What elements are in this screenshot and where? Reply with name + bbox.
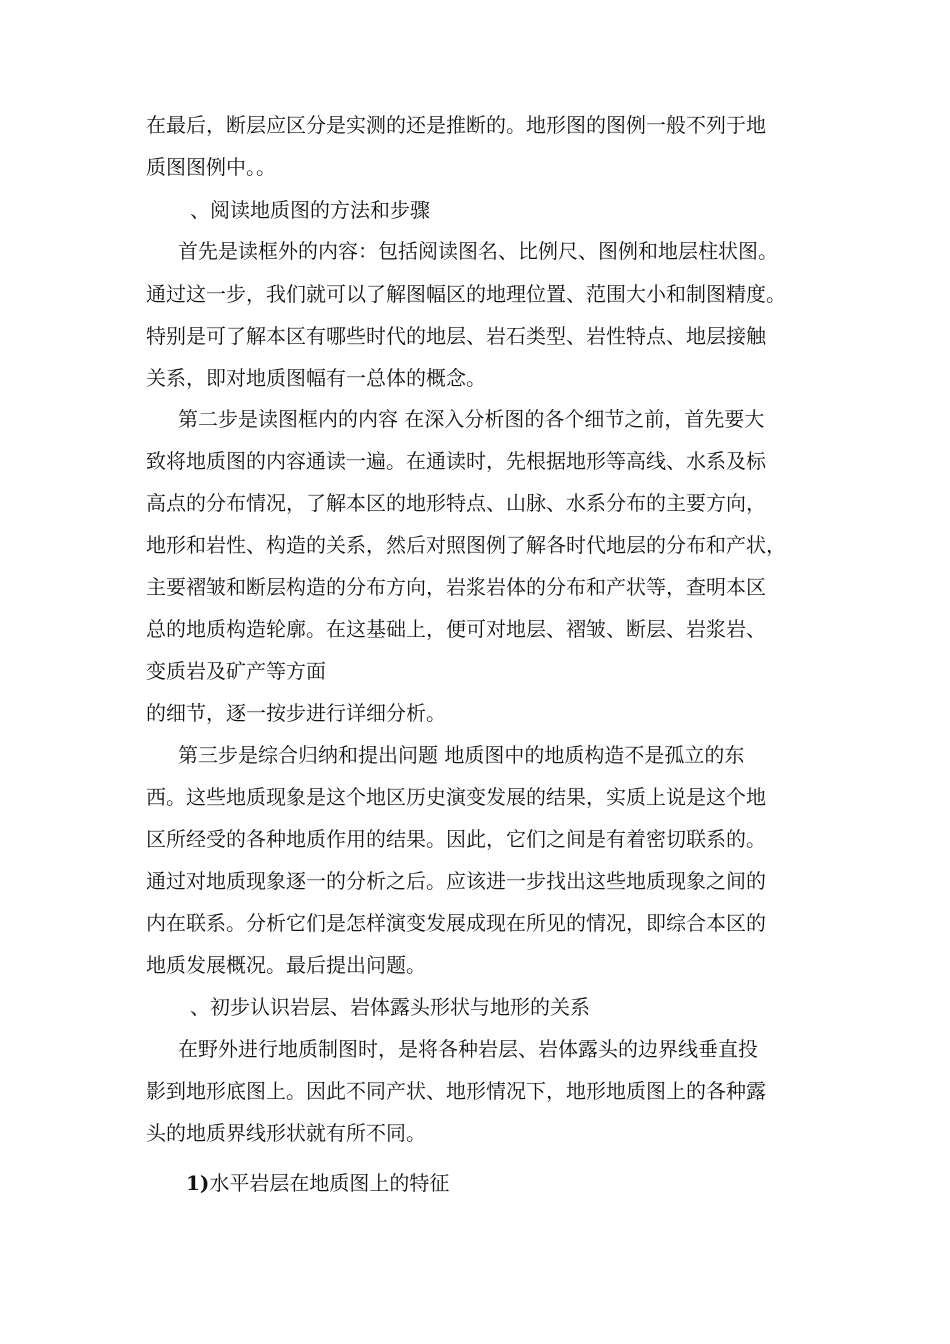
text-line: 地形和岩性、构造的关系，然后对照图例了解各时代地层的分布和产状，: [146, 533, 786, 557]
paragraph-start: 在野外进行地质制图时，是将各种岩层、岩体露头的边界线垂直投: [178, 1037, 758, 1061]
text-line: 致将地质图的内容通读一遍。在通读时，先根据地形等高线、水系及标: [146, 449, 766, 473]
section-heading: 、初步认识岩层、岩体露头形状与地形的关系: [190, 995, 590, 1019]
subheading-text: 水平岩层在地质图上的特征: [209, 1171, 450, 1195]
paragraph-start: 首先是读框外的内容：包括阅读图名、比例尺、图例和地层柱状图。: [178, 239, 778, 263]
text-line: 主要褶皱和断层构造的分布方向，岩浆岩体的分布和产状等，查明本区: [146, 575, 766, 599]
text-line: 通过这一步，我们就可以了解图幅区的地理位置、范围大小和制图精度。: [146, 282, 786, 306]
text-line: 质图图例中。。: [146, 155, 276, 179]
text-line: 的细节，逐一按步进行详细分析。: [146, 701, 446, 725]
text-line: 头的地质界线形状就有所不同。: [146, 1121, 426, 1145]
text-line: 内在联系。分析它们是怎样演变发展成现在所见的情况，即综合本区的: [146, 911, 766, 935]
text-line: 变质岩及矿产等方面: [146, 659, 326, 683]
text-line: 总的地质构造轮廓。在这基础上，便可对地层、褶皱、断层、岩浆岩、: [146, 617, 766, 641]
text-line: 地质发展概况。最后提出问题。: [146, 953, 426, 977]
paragraph-start: 第三步是综合归纳和提出问题 地质图中的地质构造不是孤立的东: [178, 743, 745, 767]
paragraph-start: 第二步是读图框内的内容 在深入分析图的各个细节之前，首先要大: [178, 407, 765, 431]
subheading-number: 1): [186, 1171, 210, 1195]
text-line: 区所经受的各种地质作用的结果。因此，它们之间是有着密切联系的。: [146, 827, 766, 851]
subheading: [186, 1169, 449, 1197]
text-line: 关系，即对地质图幅有一总体的概念。: [146, 366, 486, 390]
text-line: 通过对地质现象逐一的分析之后。应该进一步找出这些地质现象之间的: [146, 869, 766, 893]
text-line: 特别是可了解本区有哪些时代的地层、岩石类型、岩性特点、地层接触: [146, 324, 766, 348]
text-line: 高点的分布情况，了解本区的地形特点、山脉、水系分布的主要方向，: [146, 491, 766, 515]
section-heading: 、阅读地质图的方法和步骤: [190, 198, 430, 222]
text-line: 西。这些地质现象是这个地区历史演变发展的结果，实质上说是这个地: [146, 785, 766, 809]
text-line: 在最后，断层应区分是实测的还是推断的。地形图的图例一般不列于地: [146, 113, 766, 137]
text-line: 影到地形底图上。因此不同产状、地形情况下，地形地质图上的各种露: [146, 1079, 766, 1103]
